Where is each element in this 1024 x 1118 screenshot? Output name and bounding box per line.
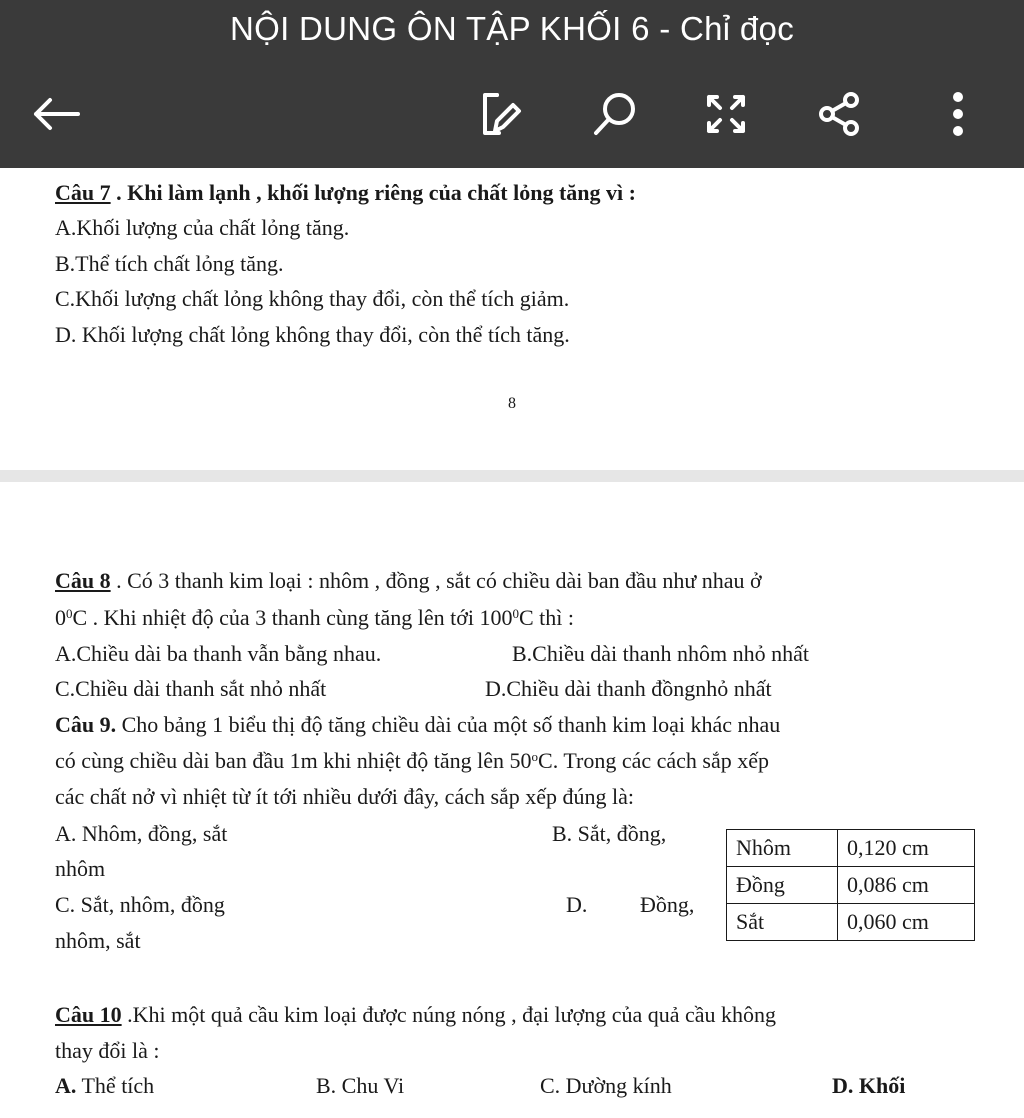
- table-row: [727, 830, 975, 867]
- q7-option-c: C.Khối lượng chất lỏng không thay đổi, còn thể tích giảm.: [55, 286, 570, 311]
- table-row: [727, 904, 975, 941]
- share-button[interactable]: [808, 82, 872, 146]
- page-separator: [0, 470, 1024, 482]
- q10-option-a: A. Thể tích: [55, 1073, 155, 1098]
- q10-option-c: C. Dường kính: [540, 1073, 672, 1098]
- q9-data-table: [726, 829, 975, 941]
- more-vert-icon: [948, 89, 968, 139]
- q8-label: Câu 8: [55, 568, 111, 593]
- q9-option-d: Đồng,: [640, 892, 695, 917]
- share-icon: [815, 91, 865, 137]
- q9-question-line3: các chất nở vì nhiệt từ ít tới nhiều dưới đây, cách sắp xếp đúng là:: [55, 784, 635, 809]
- q9-label: Câu 9.: [55, 712, 117, 737]
- search-icon: [589, 89, 639, 139]
- back-arrow-icon: [30, 94, 82, 134]
- page-number: 8: [508, 395, 516, 412]
- edit-button[interactable]: [468, 82, 532, 146]
- edit-pen-icon: [475, 89, 525, 139]
- table-cell-metal: Đồng: [727, 867, 838, 904]
- q7-label: Câu 7: [55, 180, 111, 205]
- q7-option-a: A.Khối lượng của chất lỏng tăng.: [55, 215, 350, 240]
- q8-option-a: A.Chiều dài ba thanh vẫn bằng nhau.: [55, 641, 382, 666]
- q8-option-c: C.Chiều dài thanh sắt nhỏ nhất: [55, 676, 327, 701]
- q10-option-b: B. Chu Vi: [316, 1073, 405, 1098]
- fullscreen-button[interactable]: [694, 82, 758, 146]
- table-cell-value: 0,120 cm: [838, 830, 975, 867]
- q9-option-d-cont: nhôm, sắt: [55, 928, 141, 953]
- fullscreen-icon: [703, 91, 749, 137]
- more-options-button[interactable]: [926, 82, 990, 146]
- q10-question-line2: thay đổi là :: [55, 1038, 160, 1063]
- document-title: NỘI DUNG ÔN TẬP KHỐI 6 - Chỉ đọc: [229, 10, 794, 47]
- q8-option-d: D.Chiều dài thanh đồngnhỏ nhất: [485, 676, 772, 701]
- table-cell-metal: Nhôm: [727, 830, 838, 867]
- q8-question-line2: $0^0C$ . Khi nhiệt độ của 3 thanh cùng tăng lên tới $100^0C$ thì :: [55, 605, 574, 630]
- q7-question: Câu 7 . Khi làm lạnh , khối lượng riêng của chất lỏng tăng vì :: [55, 180, 636, 205]
- app-toolbar: [0, 0, 1024, 168]
- q9-option-d-letter: D.: [566, 892, 588, 917]
- q8-question-line1: Câu 8 . Có 3 thanh kim loại : nhôm , đồng , sắt có chiều dài ban đầu như nhau ở: [55, 568, 762, 593]
- q9-option-c: C. Sắt, nhôm, đồng: [55, 892, 225, 917]
- search-button[interactable]: [582, 82, 646, 146]
- q9-question-line2: có cùng chiều dài ban đầu 1m khi nhiệt độ tăng lên 50$^o$C. Trong các cách sắp xếp: [55, 748, 769, 773]
- q9-option-b: B. Sắt, đồng,: [552, 821, 667, 846]
- q10-option-d: D. Khối: [832, 1073, 906, 1098]
- q7-option-b: B.Thể tích chất lỏng tăng.: [55, 251, 284, 276]
- q10-question-line1: Câu 10 .Khi một quả cầu kim loại được núng nóng , đại lượng của quả cầu không: [55, 1002, 777, 1027]
- table-cell-metal: Sắt: [727, 904, 838, 941]
- table-row: [727, 867, 975, 904]
- q9-question-line1: Câu 9. Cho bảng 1 biểu thị độ tăng chiều dài của một số thanh kim loại khác nhau: [55, 712, 781, 737]
- table-cell-value: 0,086 cm: [838, 867, 975, 904]
- q8-option-b: B.Chiều dài thanh nhôm nhỏ nhất: [512, 641, 809, 666]
- table-cell-value: 0,060 cm: [838, 904, 975, 941]
- q9-option-b-cont: nhôm: [55, 856, 106, 881]
- back-button[interactable]: [24, 82, 88, 146]
- q7-option-d: D. Khối lượng chất lỏng không thay đổi, còn thể tích tăng.: [55, 322, 570, 347]
- q9-option-a: A. Nhôm, đồng, sắt: [55, 821, 228, 846]
- q10-label: Câu 10: [55, 1002, 122, 1027]
